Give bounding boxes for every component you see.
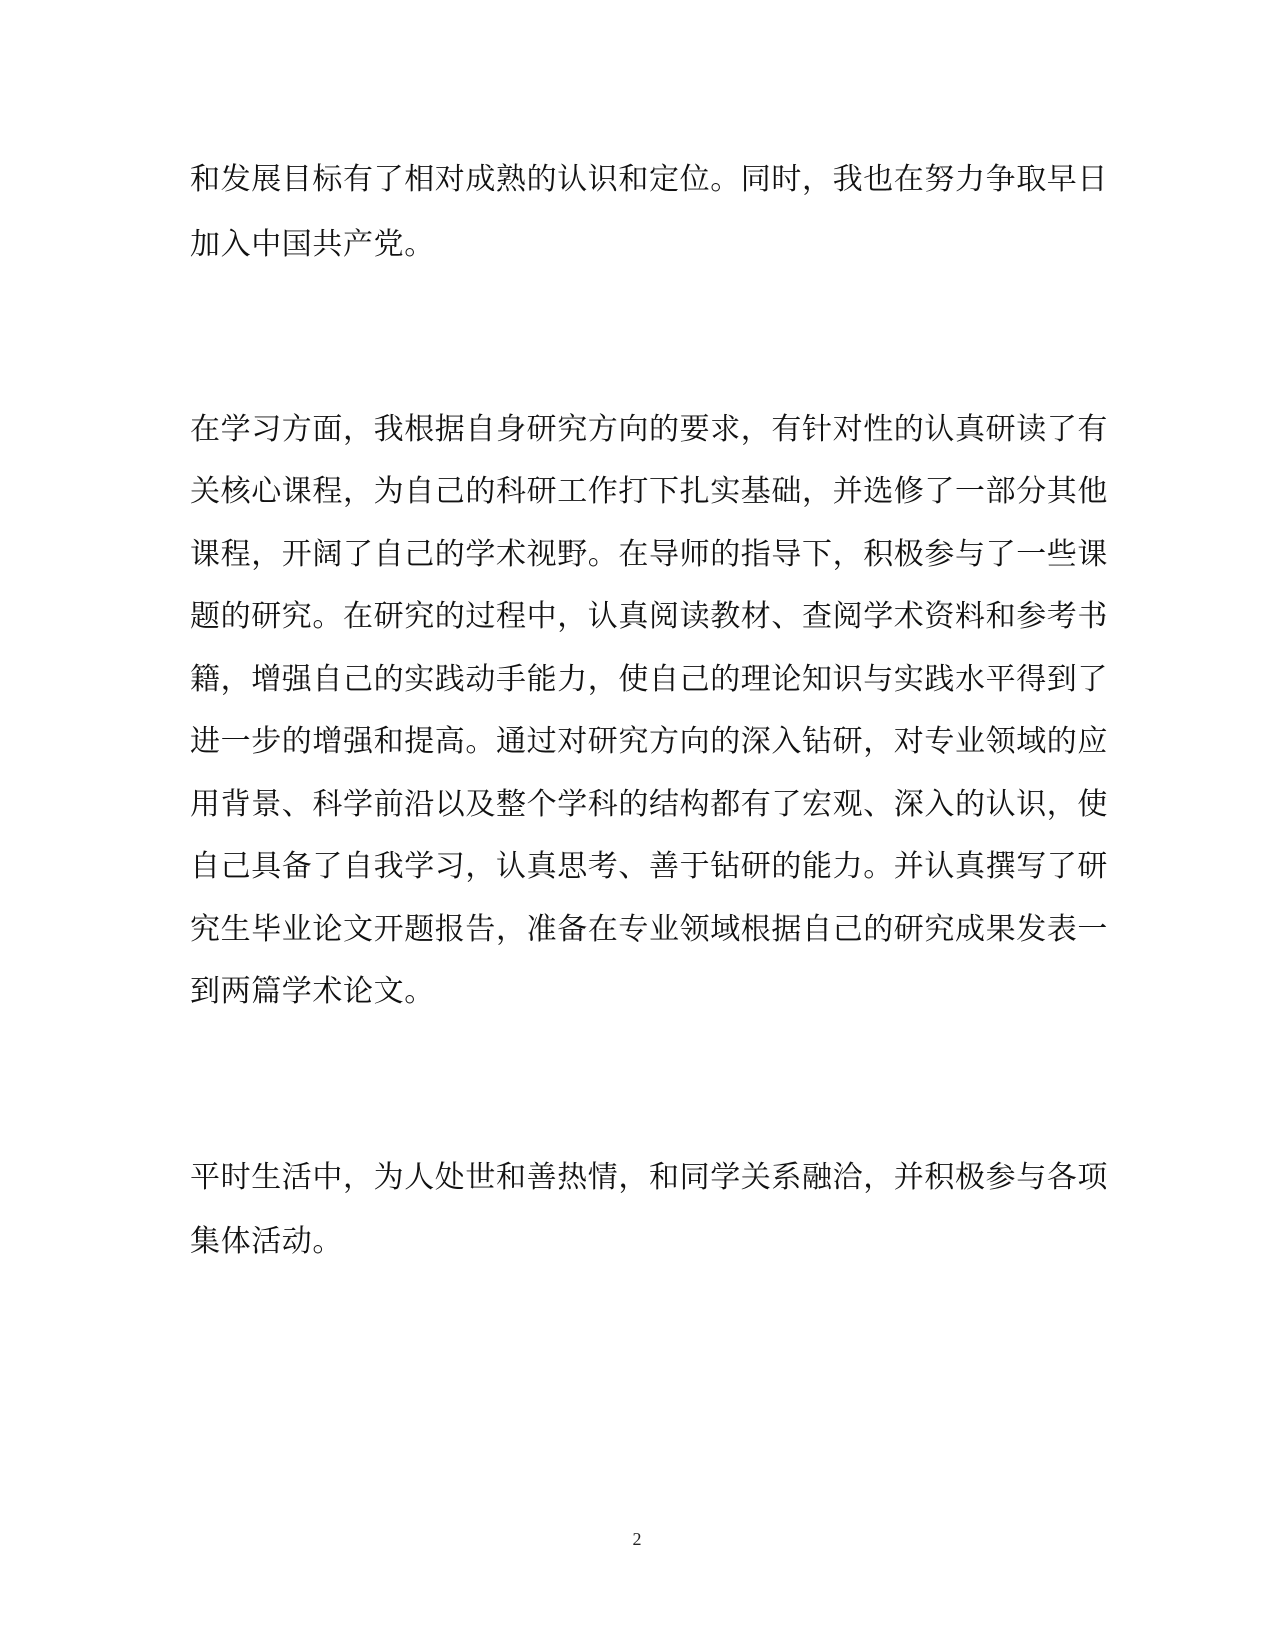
paragraph-2-line-7: 用背景、科学前沿以及整个学科的结构都有了宏观、深入的认识，使: [190, 787, 1108, 822]
paragraph-3-line-1: 平时生活中，为人处世和善热情，和同学关系融洽，并积极参与各项: [190, 1160, 1108, 1195]
paragraph-2-line-5: 籍，增强自己的实践动手能力，使自己的理论知识与实践水平得到了: [190, 662, 1108, 697]
paragraph-2-line-9: 究生毕业论文开题报告，准备在专业领域根据自己的研究成果发表一: [190, 912, 1108, 947]
paragraph-2-line-10: 到两篇学术论文。: [190, 974, 435, 1009]
paragraph-2-line-1: 在学习方面，我根据自身研究方向的要求，有针对性的认真研读了有: [190, 412, 1108, 447]
paragraph-1-line-1: 和发展目标有了相对成熟的认识和定位。同时，我也在努力争取早日: [190, 162, 1108, 197]
paragraph-2-line-3: 课程，开阔了自己的学术视野。在导师的指导下，积极参与了一些课: [190, 537, 1108, 572]
page-number: 2: [632, 1529, 642, 1549]
paragraph-2-line-6: 进一步的增强和提高。通过对研究方向的深入钻研，对专业领域的应: [190, 724, 1108, 759]
paragraph-2-line-8: 自己具备了自我学习，认真思考、善于钻研的能力。并认真撰写了研: [190, 849, 1108, 884]
paragraph-3-line-2: 集体活动。: [190, 1224, 343, 1259]
paragraph-1-line-2: 加入中国共产党。: [190, 227, 435, 262]
paragraph-2-line-4: 题的研究。在研究的过程中，认真阅读教材、查阅学术资料和参考书: [190, 599, 1108, 634]
paragraph-2-line-2: 关核心课程，为自己的科研工作打下扎实基础，并选修了一部分其他: [190, 474, 1108, 509]
